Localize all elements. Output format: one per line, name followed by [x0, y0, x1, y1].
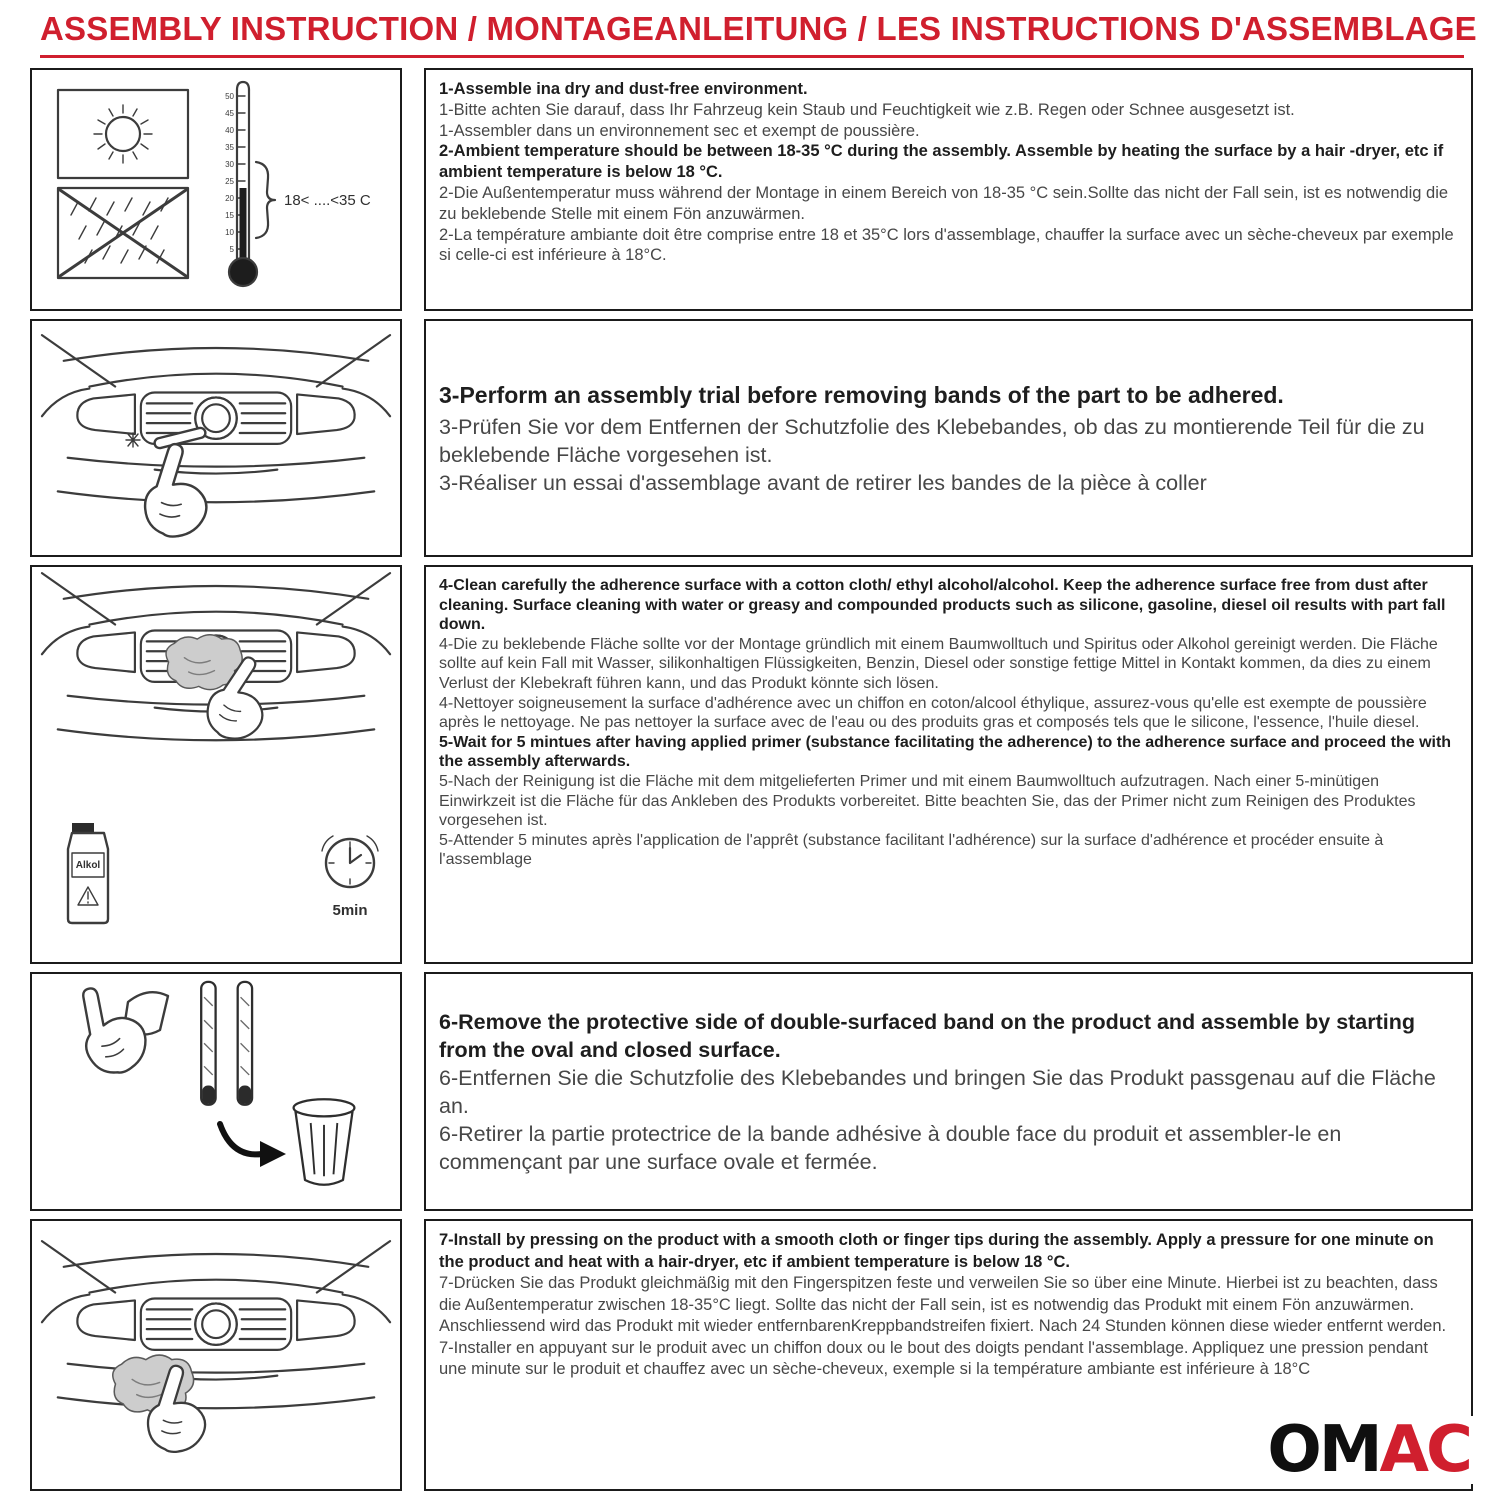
- step-6-text-box: [424, 972, 1473, 1211]
- thermometer-tick: 5: [229, 245, 234, 254]
- range-brace: [256, 162, 275, 238]
- step-7-illustration-box: [30, 1219, 402, 1491]
- omac-logo-black: OM: [1267, 1413, 1380, 1487]
- step5-text-en: 5-Wait for 5 mintues after having applied primer (substance facilitating the adherence) to the adherence surface and proceed the with the assembly afterwards.: [439, 733, 1452, 771]
- step6-text-de: 6-Entfernen Sie die Schutzfolie des Klebebandes und bringen Sie das Produkt passgenau auf die Fläche an.: [439, 1066, 1436, 1118]
- thermometer-tick: 50: [225, 92, 234, 101]
- thermometer-tick: 30: [225, 160, 234, 169]
- grille-trial-fit-illustration: [32, 321, 400, 555]
- step2-text-de: 2-Die Außentemperatur muss während der Montage in einem Bereich von 18-35 °C sein.Sollte das nicht der Fall sein, ist es notwendig die zu beklebende Stelle mit einem Fön anzuwärmen.: [439, 183, 1449, 223]
- thermometer-tick: 25: [225, 177, 234, 186]
- title-underline: [40, 55, 1464, 58]
- omac-logo-red: AC: [1379, 1413, 1470, 1487]
- cross-out-icon: [60, 190, 186, 276]
- step-3-illustration-box: [30, 319, 402, 557]
- thermometer-tick: 20: [225, 194, 234, 203]
- no-rain-icon: [58, 188, 188, 278]
- trim-strips-icon: [201, 982, 252, 1105]
- clock-icon: [322, 836, 378, 887]
- page-title: ASSEMBLY INSTRUCTION / MONTAGEANLEITUNG / LES INSTRUCTIONS D'ASSEMBLAGE: [40, 10, 1477, 47]
- arrow-head-icon: [260, 1141, 286, 1167]
- step6-text-en: 6-Remove the protective side of double-surfaced band on the product and assemble by starting from the oval and closed surface.: [439, 1010, 1416, 1062]
- hand-icon: [61, 975, 157, 1083]
- clock-label: 5min: [332, 902, 368, 919]
- step-1-illustration-box: [30, 68, 402, 311]
- step2-text-fr: 2-La température ambiante doit être comprise entre 18 et 35°C lors d'assemblage, chauffer la surface avec un sèche-cheveux par exemple si celle-ci est inférieure à 18°C.: [439, 225, 1454, 265]
- step7-text-de: 7-Drücken Sie das Produkt gleichmäßig mit den Fingerspitzen feste und verweilen Sie so über eine Minute. Hierbei ist zu beachten, dass die Außentemperatur zwischen 18-35°C liegt. Sollte das nicht der Fall sein, ist es notwendig das Produkt mit einem Fön anzuwärmen. Anschliessend wird das Produkt mit wieder entfernbarenKreppbandstreifen fixiert. Nach 24 Stunden können diese wieder entfernt werden.: [439, 1274, 1447, 1335]
- step-4-5-illustration-box: [30, 565, 402, 964]
- car-front-icon: [42, 335, 390, 502]
- sparkle-icon: [126, 433, 140, 447]
- step3-text-en: 3-Perform an assembly trial before removing bands of the part to be adhered.: [439, 381, 1284, 408]
- step6-text-fr: 6-Retirer la partie protectrice de la bande adhésive à double face du produit et assembler-le en commençant par une surface ovale et fermée.: [439, 1122, 1342, 1174]
- step3-text-fr: 3-Réaliser un essai d'assemblage avant de retirer les bandes de la pièce à coller: [439, 470, 1207, 495]
- step-6-illustration-box: [30, 972, 402, 1211]
- band-removal-illustration: [32, 974, 400, 1209]
- thermometer-tick: 35: [225, 143, 234, 152]
- temperature-range-label: 18< ....<35 C: [284, 192, 371, 209]
- thermometer-tick: 40: [225, 126, 234, 135]
- step4-text-de: 4-Die zu beklebende Fläche sollte vor der Montage gründlich mit einem Baumwolltuch und Spiritus oder Alkohol gereinigt werden. Die Fläche sollte auf kein Fall mit Wasser, silikonhaltigen Flüssigkeiten, Benzin, Diesel oder sonstige fettige Mittel in Kontakt kommen, da dies zu einem Verlust der Klebekraft führen kann, und das Produkt könnte sich lösen.: [439, 635, 1438, 692]
- step3-text-de: 3-Prüfen Sie vor dem Entfernen der Schutzfolie des Klebebandes, ob das zu montierende Teil für die zu beklebende Fläche vorgesehen ist.: [439, 414, 1425, 467]
- step1-text-en: 1-Assemble ina dry and dust-free environment.: [439, 80, 808, 98]
- thermometer-tick: 15: [225, 211, 234, 220]
- step-3-text-box: [424, 319, 1473, 557]
- step4-text-en: 4-Clean carefully the adherence surface with a cotton cloth/ ethyl alcohol/alcohol. Keep the adherence surface free from dust after cleaning. Surface cleaning with water or greasy and compounded products such as silicone, gasoline, diesel oil results with part fall down.: [439, 577, 1446, 634]
- hand-icon: [145, 444, 206, 536]
- bottle-label: Alkol: [75, 860, 101, 871]
- press-install-illustration: [32, 1221, 400, 1489]
- step-4-5-text-box: [424, 565, 1473, 964]
- thermometer-tick: 45: [225, 109, 234, 118]
- thermometer-tick: 10: [225, 228, 234, 237]
- step7-text-fr: 7-Installer en appuyant sur le produit avec un chiffon doux ou le bout des doigts pendant l'assemblage. Appliquez une pression pendant une minute sur le produit et chauffez avec un sèche-cheveux, exemple si la température ambiante est inférieure à 18°C: [439, 1338, 1428, 1378]
- step2-text-en: 2-Ambient temperature should be between 18-35 °C during the assembly. Assemble by heating the surface by a hair -dryer, etc if ambient temperature is below 18 °C.: [439, 142, 1444, 182]
- step1-text-fr: 1-Assembler dans un environnement sec et exempt de poussière.: [439, 121, 920, 140]
- grille-cleaning-illustration: [32, 567, 400, 962]
- environment-temperature-illustration: [32, 70, 400, 309]
- trash-can-icon: [294, 1099, 355, 1185]
- omac-logo: [1263, 1413, 1474, 1487]
- step7-text-en: 7-Install by pressing on the product with a smooth cloth or finger tips during the assembly. Apply a pressure for one minute on the product and heat with a hair-dryer, etc if ambient temperature is below 18 °C.: [439, 1231, 1434, 1271]
- step-1-2-text-box: [424, 68, 1473, 311]
- step5-text-de: 5-Nach der Reinigung ist die Fläche mit dem mitgelieferten Primer und mit einem Baumwolltuch aufzutragen. Nach einer 5-minütigen Einwirkzeit ist die Fläche für das Ankleben des Produkts vorbereitet. Bitte beachten Sie, das der Primer nicht zum Reinigen des Produktes vorgesehen ist.: [439, 772, 1416, 830]
- thermometer-icon: [225, 82, 257, 286]
- step1-text-de: 1-Bitte achten Sie darauf, dass Ihr Fahrzeug kein Staub und Feuchtigkeit wie z.B. Regen oder Schnee ausgesetzt ist.: [439, 100, 1295, 119]
- car-front-icon: [42, 1241, 390, 1408]
- step4-text-fr: 4-Nettoyer soigneusement la surface d'adhérence avec un chiffon en coton/alcool éthylique, assurez-vous qu'elle est exempte de poussière après le nettoyage. Ne pas nettoyer la surface avec de l'eau ou des produits gras et composés tels que le silicone, l'essence, l'huile diesel.: [439, 694, 1427, 732]
- sun-icon: [58, 90, 188, 178]
- arrow-icon: [220, 1124, 262, 1154]
- alcohol-bottle-icon: [68, 823, 108, 923]
- step5-text-fr: 5-Attender 5 minutes après l'application de l'apprêt (substance facilitant l'adhérence) sur la surface d'adhérence et procéder ensuite à l'assemblage: [439, 831, 1384, 869]
